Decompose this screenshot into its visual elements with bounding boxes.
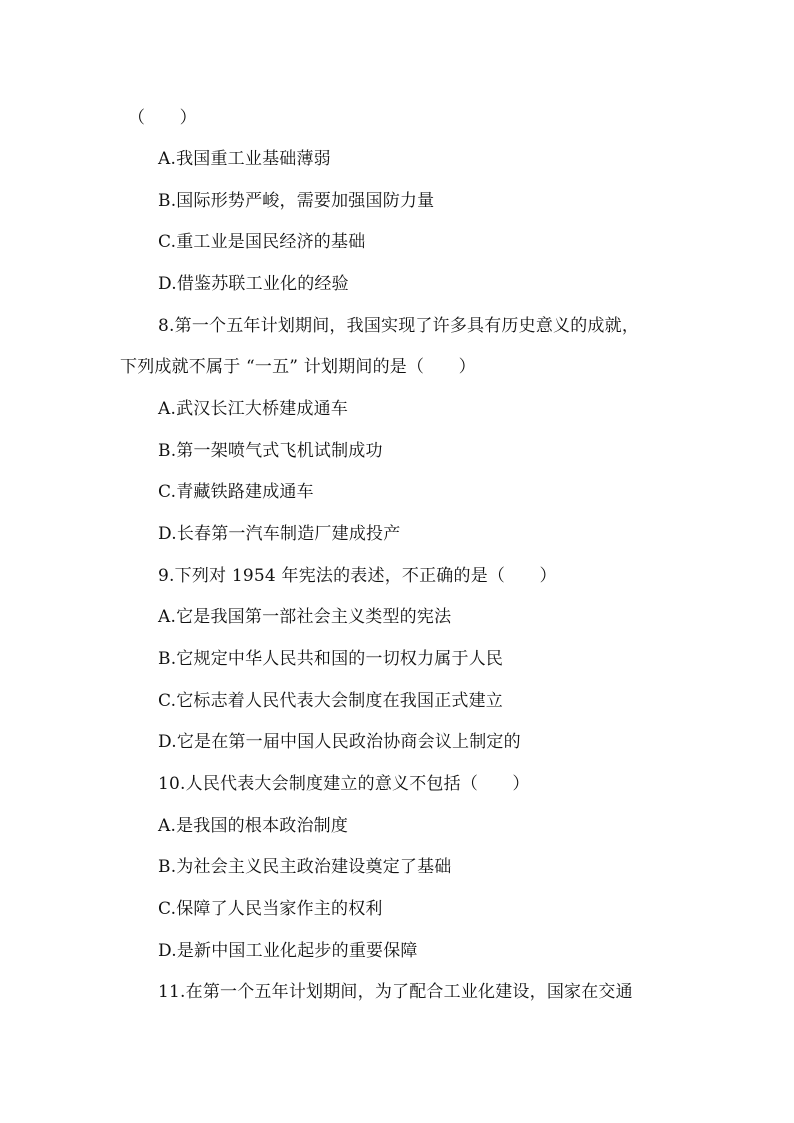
q10-option-a: A.是我国的根本政治制度 <box>158 816 349 836</box>
q8-stem-line2: 下列成就不属于 “一五” 计划期间的是（ ） <box>120 357 476 377</box>
q9-option-d: D.它是在第一届中国人民政治协商会议上制定的 <box>158 732 521 752</box>
q9-option-b: B.它规定中华人民共和国的一切权力属于人民 <box>158 649 504 669</box>
q9-option-a: A.它是我国第一部社会主义类型的宪法 <box>158 607 452 627</box>
q8-option-c: C.青藏铁路建成通车 <box>158 482 314 502</box>
q10-stem: 10.人民代表大会制度建立的意义不包括（ ） <box>158 774 530 794</box>
q8-option-b: B.第一架喷气式飞机试制成功 <box>158 441 383 461</box>
q10-option-d: D.是新中国工业化起步的重要保障 <box>158 941 418 961</box>
q8-stem-line1: 8.第一个五年计划期间，我国实现了许多具有历史意义的成就， <box>158 316 640 336</box>
q7-option-b: B.国际形势严峻，需要加强国防力量 <box>158 191 435 211</box>
q9-option-c: C.它标志着人民代表大会制度在我国正式建立 <box>158 691 504 711</box>
q7-option-d: D.借鉴苏联工业化的经验 <box>158 274 349 294</box>
q8-option-a: A.武汉长江大桥建成通车 <box>158 399 349 419</box>
q10-option-b: B.为社会主义民主政治建设奠定了基础 <box>158 857 452 877</box>
q9-stem: 9.下列对 1954 年宪法的表述，不正确的是（ ） <box>158 566 557 586</box>
q11-stem-line1: 11.在第一个五年计划期间，为了配合工业化建设，国家在交通 <box>158 982 633 1002</box>
q10-option-c: C.保障了人民当家作主的权利 <box>158 899 383 919</box>
q7-option-a: A.我国重工业基础薄弱 <box>158 149 331 169</box>
q8-option-d: D.长春第一汽车制造厂建成投产 <box>158 524 401 544</box>
q7-answer-blank: （ ） <box>128 108 197 128</box>
q7-option-c: C.重工业是国民经济的基础 <box>158 232 366 252</box>
